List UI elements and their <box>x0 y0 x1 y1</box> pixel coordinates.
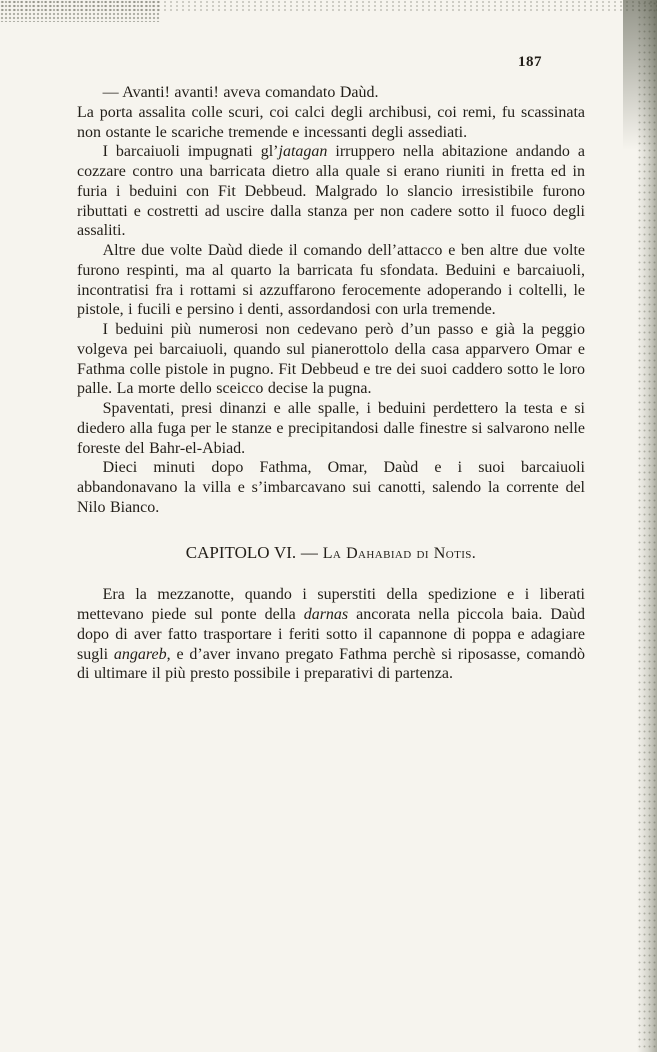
text-run: — Avanti! avanti! aveva comandato Daùd. <box>102 84 379 101</box>
text-run: irruppero nella abitazione andando a cozzare contro una barricata dietro alla quale si erano riuniti in fretta ed in furia i beduini con Fit Debbeud. Malgrado lo slancio irresistibile furono ributtati e costretti ad uscire dalla stanza per non cadere sotto il fuoco degli assaliti. <box>77 143 586 240</box>
paragraph <box>77 458 585 517</box>
text-block <box>77 83 585 684</box>
text-run: I barcaiuoli impugnati gl’ <box>102 143 279 161</box>
page-number: 187 <box>518 54 542 70</box>
paragraph <box>77 585 585 684</box>
scan-shadow-top-right-corner <box>623 0 657 150</box>
paragraph <box>77 320 585 399</box>
text-run: I beduini più numerosi non cedevano però d’un passo e già la peggio volgeva pei barcaiuoli, quando sul pianerottolo della casa apparvero Omar e Fathma colle pistole in pugno. Fit Debbeud e tre dei suoi caddero sotto le loro palle. La morte dello sceicco decise la pugna. <box>77 321 585 398</box>
paragraph <box>77 241 585 320</box>
paragraph <box>77 103 585 143</box>
text-run-italic: angareb <box>113 645 167 663</box>
text-run: ancorata nella piccola baia. Daùd dopo di aver fatto trasportare i feriti sotto il capannone di poppa e adagiare sugli <box>77 606 585 663</box>
text-run: Era la mezzanotte, quando i superstiti della spedizione e i liberati mettevano piede sul ponte della <box>77 586 585 624</box>
paragraph <box>77 399 585 458</box>
paragraph <box>77 83 585 103</box>
paragraph <box>77 142 585 241</box>
scan-speckle-top-left <box>0 0 160 22</box>
text-run-italic: jatagan <box>278 143 328 161</box>
text-run: , e d’aver invano pregato Fathma perchè si riposasse, comandò di ultimare il più presto possibile i preparativi di partenza. <box>77 645 585 683</box>
text-run: Dieci minuti dopo Fathma, Omar, Daùd e i suoi barcaiuoli abbandonavano la villa e s’imbarcavano sui canotti, salendo la corrente del Nilo Bianco. <box>77 459 585 516</box>
text-run: Altre due volte Daùd diede il comando dell’attacco e ben altre due volte furono respinti, ma al quarto la barricata fu sfondata. Beduini e barcaiuoli, incontratisi fra i rottami si azzuffarono ferocemente adoperando i coltelli, le pistole, i fucili e persino i denti, assordandosi con urla tremende. <box>77 242 585 319</box>
text-run: Spaventati, presi dinanzi e alle spalle, i beduini perdettero la testa e si diedero alla fuga per le stanze e precipitandosi dalle finestre si salvarono nelle foreste del Bahr-el-Abiad. <box>77 400 585 457</box>
scan-shadow-right-edge <box>637 0 657 1052</box>
text-run-italic: darnas <box>303 606 349 624</box>
chapter-heading <box>77 543 585 564</box>
scan-speckle-top <box>0 0 657 12</box>
text-run-smallcaps: La Dahabiad di Notis. <box>322 544 477 562</box>
text-run: CAPITOLO VI. — <box>185 542 323 562</box>
text-run: La porta assalita colle scuri, coi calci degli archibusi, coi remi, fu scassinata non ostante le scariche tremende e incessanti degli assediati. <box>77 103 585 141</box>
